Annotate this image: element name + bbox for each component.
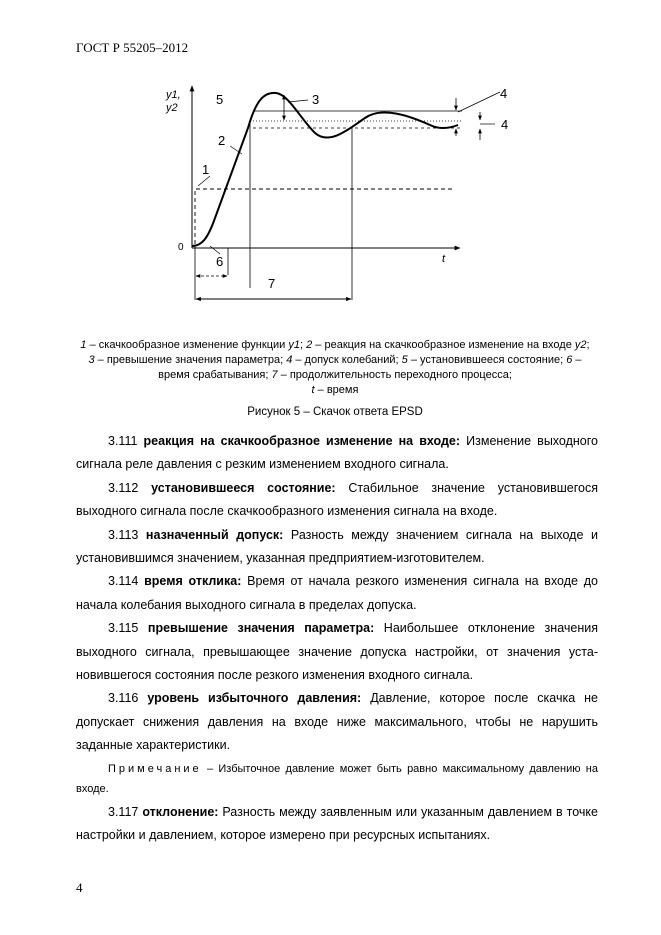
figure-title: Рисунок 5 – Скачок ответа EPSD: [247, 406, 423, 418]
definitions-body: [76, 430, 598, 848]
label-4a: 4: [500, 86, 508, 101]
note: Примечание – Избыточное давление может быть равно максимальному давлению на входе.: [76, 762, 598, 795]
axis-label-y2: y2: [166, 102, 178, 114]
figure-caption: 1 – скачкообразное изменение функции y1; 2 – реакция на скачкообразное изменение на входе y2; 3 – превышение значения параметра; 4 – допуск колебаний; 5 – установившееся состояние; 6 – время срабатывания; 7 – продолжительность переходного процесса; t – время: [80, 339, 590, 396]
response-curve: [192, 93, 458, 246]
term-3-117: 3.117 отклонение: Разность между заявленным или указанным давлением в точке настройки и давлением, которое измерено при ресурсных испытаниях.: [76, 804, 598, 843]
label-2: 2: [218, 133, 226, 148]
term-3-113: 3.113 назначенный допуск: Разность между значением сигнала на выходе и установившимся значением, указанная предприятием-изготовителем.: [76, 527, 598, 566]
label-5: 5: [216, 92, 224, 107]
term-3-114: 3.114 время отклика: Время от начала резкого изменения сигнала на входе до начала колебания выходного сигнала в пределах допуска.: [76, 574, 598, 612]
label-1: 1: [202, 162, 210, 177]
term-3-116: 3.116 уровень избыточного давления: Давление, которое после скачка не допускает снижения давления на входе ниже максимального, чтобы не нарушить заданные характеристики.: [76, 691, 598, 753]
page-number: 4: [76, 880, 83, 895]
axis-label-y1: y1,: [166, 89, 181, 101]
document-header: ГОСТ Р 55205–2012: [76, 40, 189, 55]
label-7: 7: [268, 276, 276, 291]
label-4b: 4: [501, 117, 509, 132]
step-response-figure: [150, 78, 509, 318]
step-function-line: [192, 189, 452, 248]
label-6: 6: [216, 254, 224, 269]
origin-label: 0: [178, 242, 184, 253]
term-3-112: 3.112 установившееся состояние: Стабильное значение установившегося выходного сигнала после скачкообразного изменения сигнала на входе.: [76, 480, 598, 519]
axis-label-t: t: [442, 253, 446, 265]
label-3: 3: [312, 92, 320, 107]
term-3-115: 3.115 превышение значения параметра: Наибольшее отклонение значения выходного сигнала, превышающее значение допуска настройки, от значения установившегося состояния после резкого изменения входного сигнала.: [76, 621, 598, 683]
term-3-111: 3.111 реакция на скачкообразное изменение на входе: Изменение выходного сигнала реле давления с резким изменением входного сигнала.: [76, 434, 598, 472]
